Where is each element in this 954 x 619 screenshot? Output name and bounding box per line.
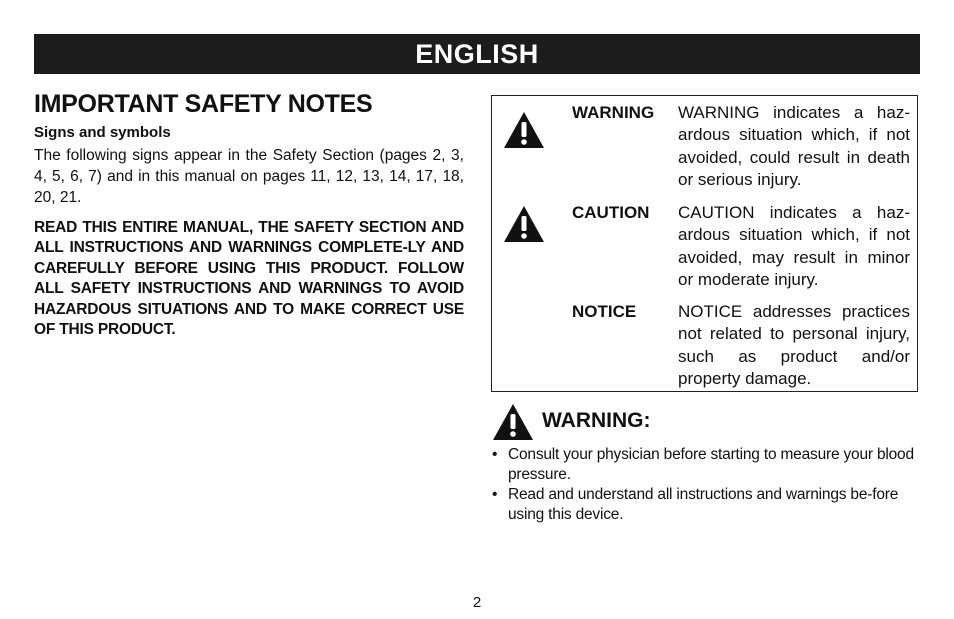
bullet-text: Consult your physician before starting to measure your blood pressure. bbox=[508, 446, 914, 483]
list-item bbox=[491, 485, 921, 525]
read-manual-notice: READ THIS ENTIRE MANUAL, THE SAFETY SECTION AND ALL INSTRUCTIONS AND WARNINGS COMPLETE-LY AND CAREFULLY BEFORE USING THIS PRODUCT. FOLLOW ALL SAFETY INSTRUCTIONS AND WARNINGS TO AVOID HAZARDOUS SITUATIONS AND TO MAKE CORRECT USE OF THIS PRODUCT. bbox=[34, 219, 464, 339]
signal-word: NOTICE bbox=[572, 302, 637, 321]
desc-line: NOTICE addresses practices bbox=[678, 302, 910, 321]
language-header: ENGLISH bbox=[34, 34, 920, 74]
desc-line: CAUTION indicates a haz- bbox=[678, 203, 910, 222]
intro-paragraph: The following signs appear in the Safety Section (pages 2, 3, 4, 5, 6, 7) and in this manual on pages 11, 12, 13, 14, 17, 18, 20, 21. bbox=[34, 147, 464, 206]
desc-line: avoided, may result in minor bbox=[678, 247, 910, 267]
signal-word: WARNING bbox=[572, 103, 655, 122]
desc-line: WARNING indicates a haz- bbox=[678, 103, 910, 122]
signal-description bbox=[678, 102, 910, 191]
warning-title: WARNING: bbox=[542, 409, 651, 432]
signal-description bbox=[678, 202, 910, 291]
warning-triangle-icon bbox=[502, 204, 546, 244]
bullet-text: Read and understand all instructions and warnings be-fore using this device. bbox=[508, 486, 899, 523]
signal-word: CAUTION bbox=[572, 203, 650, 222]
warning-heading bbox=[491, 402, 921, 442]
signal-words-table bbox=[491, 95, 918, 392]
signs-symbols-subheading: Signs and symbols bbox=[34, 124, 171, 141]
signal-description bbox=[678, 301, 910, 390]
warning-triangle-icon bbox=[502, 110, 546, 150]
list-item bbox=[491, 445, 921, 485]
page-number: 2 bbox=[472, 594, 482, 611]
desc-line: or serious injury. bbox=[678, 169, 802, 189]
desc-line: ardous situation which, if not bbox=[678, 125, 910, 145]
page-title: IMPORTANT SAFETY NOTES bbox=[34, 90, 373, 118]
warning-bullet-list bbox=[491, 445, 921, 525]
desc-line: not related to personal injury, bbox=[678, 324, 910, 344]
desc-line: or moderate injury. bbox=[678, 269, 819, 289]
bullet-icon: • bbox=[492, 446, 498, 463]
desc-line: such as product and/or bbox=[678, 346, 910, 366]
bullet-icon: • bbox=[492, 486, 498, 503]
desc-line: avoided, could result in death bbox=[678, 147, 910, 167]
warning-triangle-icon bbox=[491, 402, 535, 442]
desc-line: property damage. bbox=[678, 368, 812, 388]
desc-line: ardous situation which, if not bbox=[678, 225, 910, 245]
safety-notes-column bbox=[34, 90, 464, 340]
